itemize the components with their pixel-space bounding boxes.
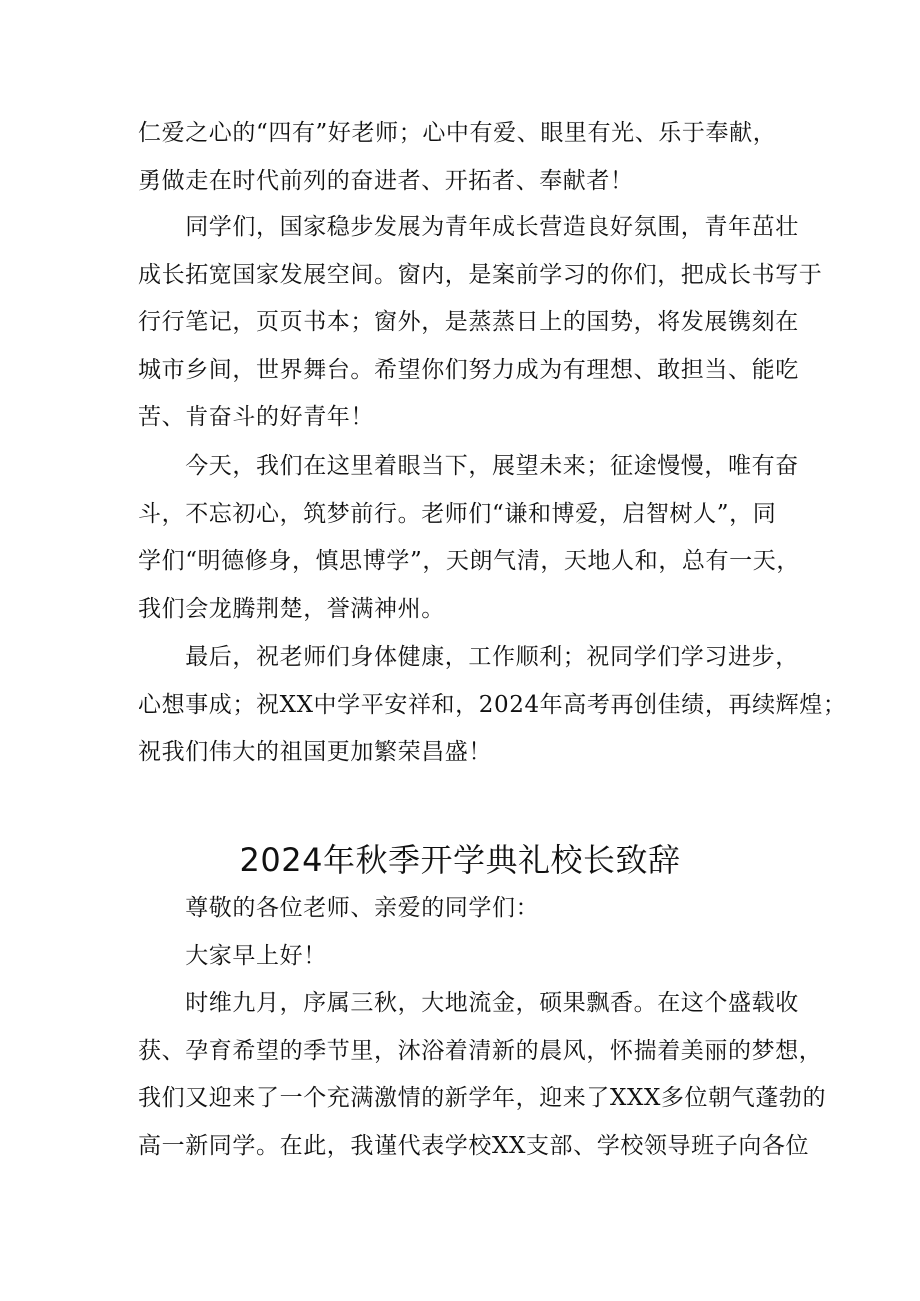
body-paragraph-1 (138, 110, 798, 205)
text-line: 苦、肯奋斗的好青年！ (138, 404, 374, 430)
text-line: 同学们，国家稳步发展为青年成长营造良好氛围，青年茁壮 (138, 214, 799, 240)
body-paragraph-2 (138, 204, 823, 442)
text-line: 学们“明德修身，慎思博学”，天朗气清，天地人和，总有一天， (138, 548, 800, 574)
text-line: 高一新同学。在此，我谨代表学校XX支部、学校领导班子向各位 (138, 1132, 810, 1159)
opening-paragraph (138, 980, 827, 1170)
text-line: 仁爱之心的“四有”好老师；心中有爱、眼里有光、乐于奉献， (138, 120, 777, 146)
text-line: 获、孕育希望的季节里，沐浴着清新的晨风，怀揣着美丽的梦想， (138, 1037, 823, 1064)
text-line: 行行笔记，页页书本；窗外，是蒸蒸日上的国势，将发展镌刻在 (138, 309, 799, 335)
text-line: 斗，不忘初心，筑梦前行。老师们“谦和博爱，启智树人”，同 (138, 500, 777, 527)
text-line: 最后，祝老师们身体健康，工作顺利；祝同学们学习进步， (138, 644, 799, 670)
text-line: 我们又迎来了一个充满激情的新学年，迎来了XXX多位朝气蓬勃的 (138, 1085, 827, 1111)
text-line: 祝我们伟大的祖国更加繁荣昌盛！ (138, 739, 492, 765)
text-line: 城市乡间，世界舞台。希望你们努力成为有理想、敢担当、能吃 (138, 356, 799, 383)
text-line: 大家早上好！ (138, 942, 327, 969)
greeting-paragraph (138, 885, 798, 980)
body-paragraph-3 (138, 443, 798, 633)
text-line: 勇做走在时代前列的奋进者、开拓者、奉献者！ (138, 167, 634, 194)
body-paragraph-4 (138, 634, 847, 777)
text-line: 时维九月，序属三秋，大地流金，硕果飘香。在这个盛载收 (138, 990, 799, 1016)
speech-title: 2024年秋季开学典礼校长致辞 (239, 841, 681, 879)
text-line: 成长拓宽国家发展空间。窗内，是案前学习的你们，把成长书写于 (138, 261, 823, 288)
text-line: 心想事成；祝XX中学平安祥和，2024年高考再创佳绩，再续辉煌； (138, 691, 847, 718)
text-line: 我们会龙腾荆楚，誉满神州。 (138, 595, 445, 622)
text-line: 尊敬的各位老师、亲爱的同学们： (138, 895, 540, 921)
text-line: 今天，我们在这里着眼当下，展望未来；征途慢慢，唯有奋 (138, 453, 799, 479)
